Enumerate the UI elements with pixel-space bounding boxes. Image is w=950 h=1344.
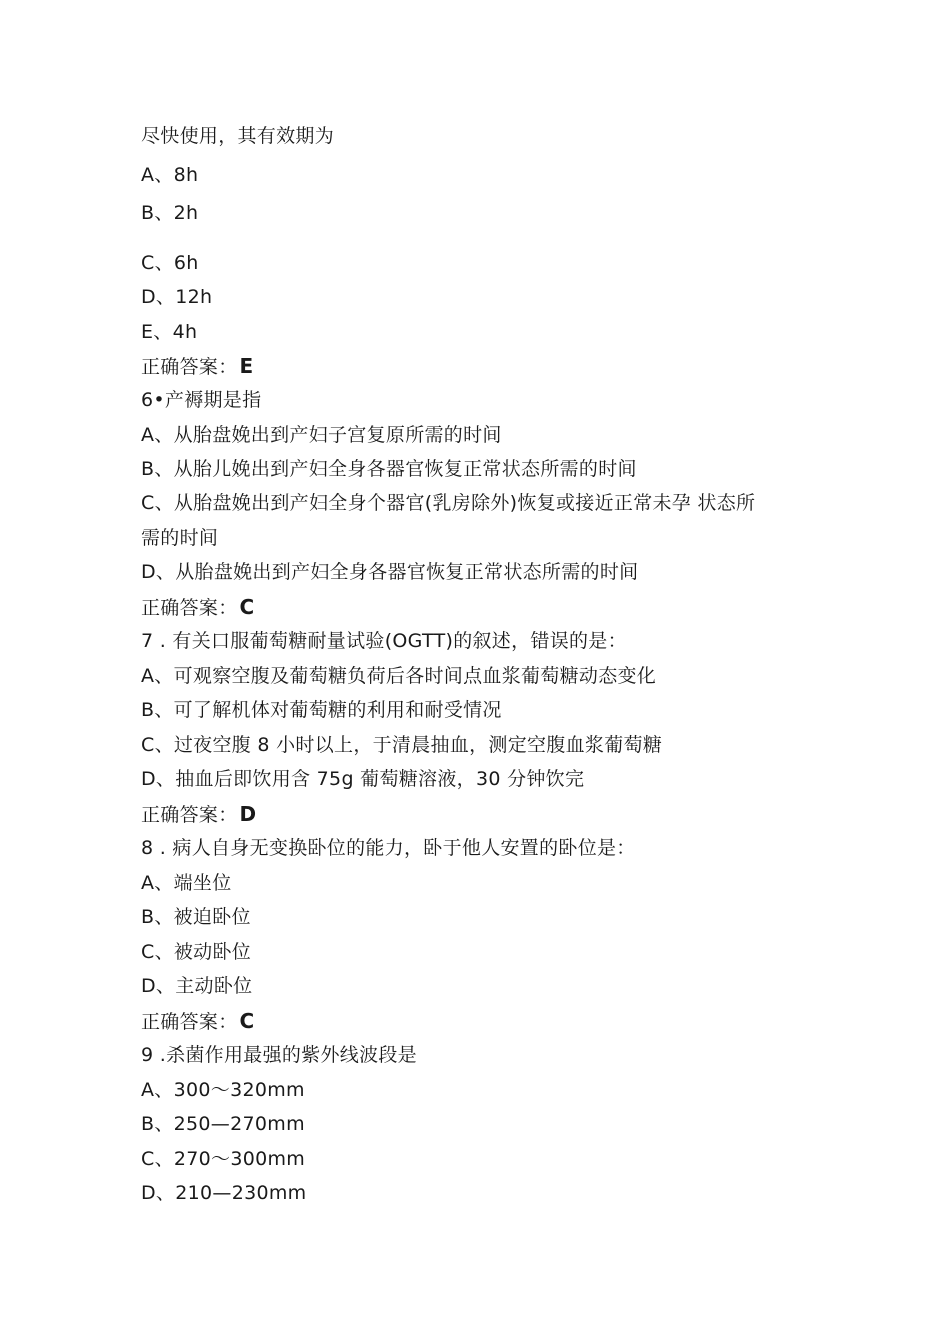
question-6-stem: 6•产褥期是指 — [141, 389, 262, 411]
question-9-option-a: A、300〜320mm — [141, 1079, 305, 1101]
answer-key: C — [239, 595, 255, 619]
question-6-option-a: A、从胎盘娩出到产妇子宫复原所需的时间 — [141, 424, 502, 446]
question-8-option-a: A、端坐位 — [141, 872, 232, 894]
question-7-option-a: A、可观察空腹及葡萄糖负荷后各时间点血浆葡萄糖动态变化 — [141, 665, 657, 687]
question-6-option-d: D、从胎盘娩出到产妇全身各器官恢复正常状态所需的时间 — [141, 561, 639, 583]
question-8-option-c: C、被动卧位 — [141, 941, 252, 963]
answer-label: 正确答案： — [141, 356, 238, 378]
question-5-option-b: B、2h — [141, 202, 199, 224]
question-7-stem: 7 . 有关口服葡萄糖耐量试验(OGTT)的叙述，错误的是： — [141, 630, 627, 652]
question-8-option-b: B、被迫卧位 — [141, 906, 251, 928]
question-5-option-d: D、12h — [141, 286, 213, 308]
question-9-option-c: C、270〜300mm — [141, 1148, 306, 1170]
question-5-option-c: C、6h — [141, 252, 199, 274]
question-5-answer — [141, 354, 253, 379]
question-9-option-d: D、210—230mm — [141, 1182, 307, 1204]
question-8-option-d: D、主动卧位 — [141, 975, 253, 997]
question-5-stem-continued: 尽快使用，其有效期为 — [141, 125, 335, 147]
question-6-option-c-continued: 需的时间 — [141, 527, 219, 549]
question-6-answer — [141, 595, 255, 620]
answer-key: C — [239, 1009, 255, 1033]
question-7-option-c: C、过夜空腹 8 小时以上，于清晨抽血，测定空腹血浆葡萄糖 — [141, 734, 663, 756]
question-9-option-b: B、250—270mm — [141, 1113, 305, 1135]
question-8-stem: 8 . 病人自身无变换卧位的能力，卧于他人安置的卧位是： — [141, 837, 636, 859]
question-7-option-b: B、可了解机体对葡萄糖的利用和耐受情况 — [141, 699, 502, 721]
answer-key: E — [239, 354, 254, 378]
question-7-answer — [141, 802, 256, 827]
question-6-option-c: C、从胎盘娩出到产妇全身个器官(乳房除外)恢复或接近正常未孕 状态所 — [141, 492, 756, 514]
question-5-option-e: E、4h — [141, 321, 198, 343]
question-8-answer — [141, 1009, 255, 1034]
question-5-option-a: A、8h — [141, 164, 199, 186]
answer-label: 正确答案： — [141, 804, 238, 826]
question-7-option-d: D、抽血后即饮用含 75g 葡萄糖溶液，30 分钟饮完 — [141, 768, 585, 790]
question-9-stem: 9 .杀菌作用最强的紫外线波段是 — [141, 1044, 417, 1066]
answer-key: D — [239, 802, 257, 826]
question-6-option-b: B、从胎儿娩出到产妇全身各器官恢复正常状态所需的时间 — [141, 458, 637, 480]
answer-label: 正确答案： — [141, 597, 238, 619]
answer-label: 正确答案： — [141, 1011, 238, 1033]
